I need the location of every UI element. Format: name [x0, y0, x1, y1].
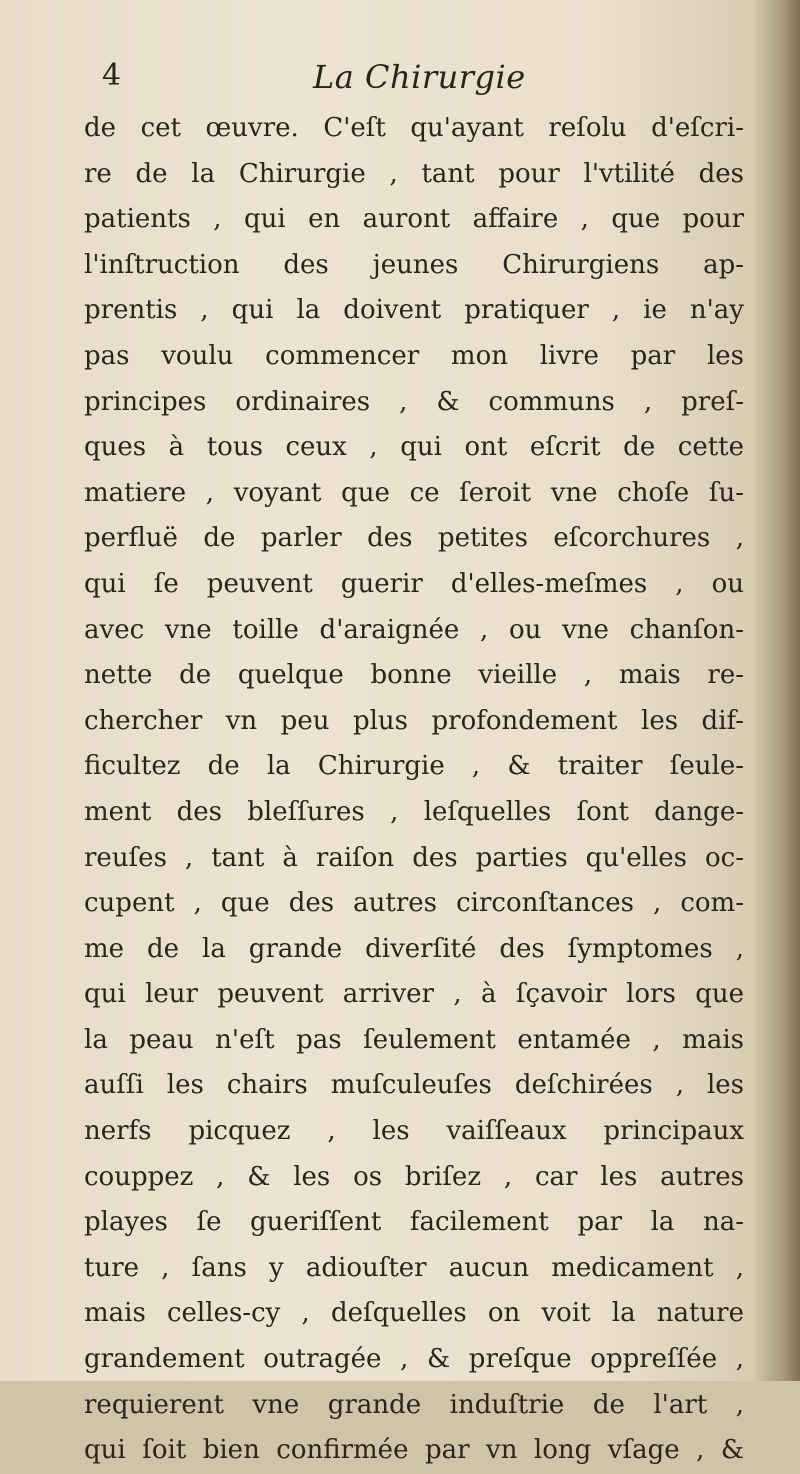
text-line: couppez , & les os briſez , car les autres [84, 1161, 744, 1192]
text-line: perfluë de parler des petites eſcorchures , [84, 523, 744, 554]
text-line: cupent , que des autres circonſtances , com- [84, 888, 744, 919]
text-line: auſſi les chairs muſculeuſes deſchirées , les [84, 1070, 744, 1101]
text-line: reuſes , tant à raiſon des parties qu'elles oc- [84, 842, 744, 873]
running-title: La Chirurgie [313, 58, 526, 96]
text-line: nette de quelque bonne vieille , mais re- [84, 660, 744, 691]
text-line: nerfs picquez , les vaiſſeaux principaux [84, 1116, 744, 1147]
text-line: prentis , qui la doivent pratiquer , ie n'ay [84, 295, 744, 326]
text-line: avec vne toille d'araignée , ou vne chanſon- [84, 614, 744, 645]
text-line: ture , ſans y adiouſter aucun medicament , [84, 1252, 744, 1283]
text-line: qui leur peuvent arriver , à ſçavoir lors que [84, 979, 744, 1010]
text-line: qui ſe peuvent guerir d'elles-meſmes , ou [84, 568, 744, 599]
text-line: mais celles-cy , deſquelles on voit la nature [84, 1298, 744, 1329]
text-line: ment des bleſſures , leſquelles ſont dange- [84, 796, 744, 827]
body-text [84, 106, 744, 1474]
text-line: la peau n'eſt pas ſeulement entamée , mais [84, 1024, 744, 1055]
text-line: principes ordinaires , & communs , preſ- [84, 386, 744, 417]
text-line: ficultez de la Chirurgie , & traiter ſeule- [84, 751, 744, 782]
text-line: chercher vn peu plus profondement les dif- [84, 705, 744, 736]
text-line: pas voulu commencer mon livre par les [84, 340, 744, 371]
text-line: grandement outragée , & preſque oppreſſée , [84, 1344, 744, 1375]
page-edge-shadow [752, 0, 800, 1381]
text-line: playes ſe gueriſſent facilement par la na- [84, 1207, 744, 1238]
text-line: ques à tous ceux , qui ont eſcrit de cette [84, 432, 744, 463]
page-number: 4 [102, 58, 122, 93]
text-line: de cet œuvre. C'eſt qu'ayant reſolu d'eſcri- [84, 113, 744, 143]
page-header [98, 58, 658, 108]
text-line: l'inſtruction des jeunes Chirurgiens ap- [84, 249, 744, 280]
text-line: requierent vne grande induſtrie de l'art , [84, 1389, 744, 1420]
text-line: qui ſoit bien confirmée par vn long vſage , & [84, 1435, 744, 1466]
text-line: matiere , voyant que ce ſeroit vne choſe ſu- [84, 477, 744, 508]
text-line: me de la grande diverſité des ſymptomes , [84, 933, 744, 964]
text-line: patients , qui en auront affaire , que pour [84, 204, 744, 235]
text-line: re de la Chirurgie , tant pour l'vtilité des [84, 158, 744, 189]
